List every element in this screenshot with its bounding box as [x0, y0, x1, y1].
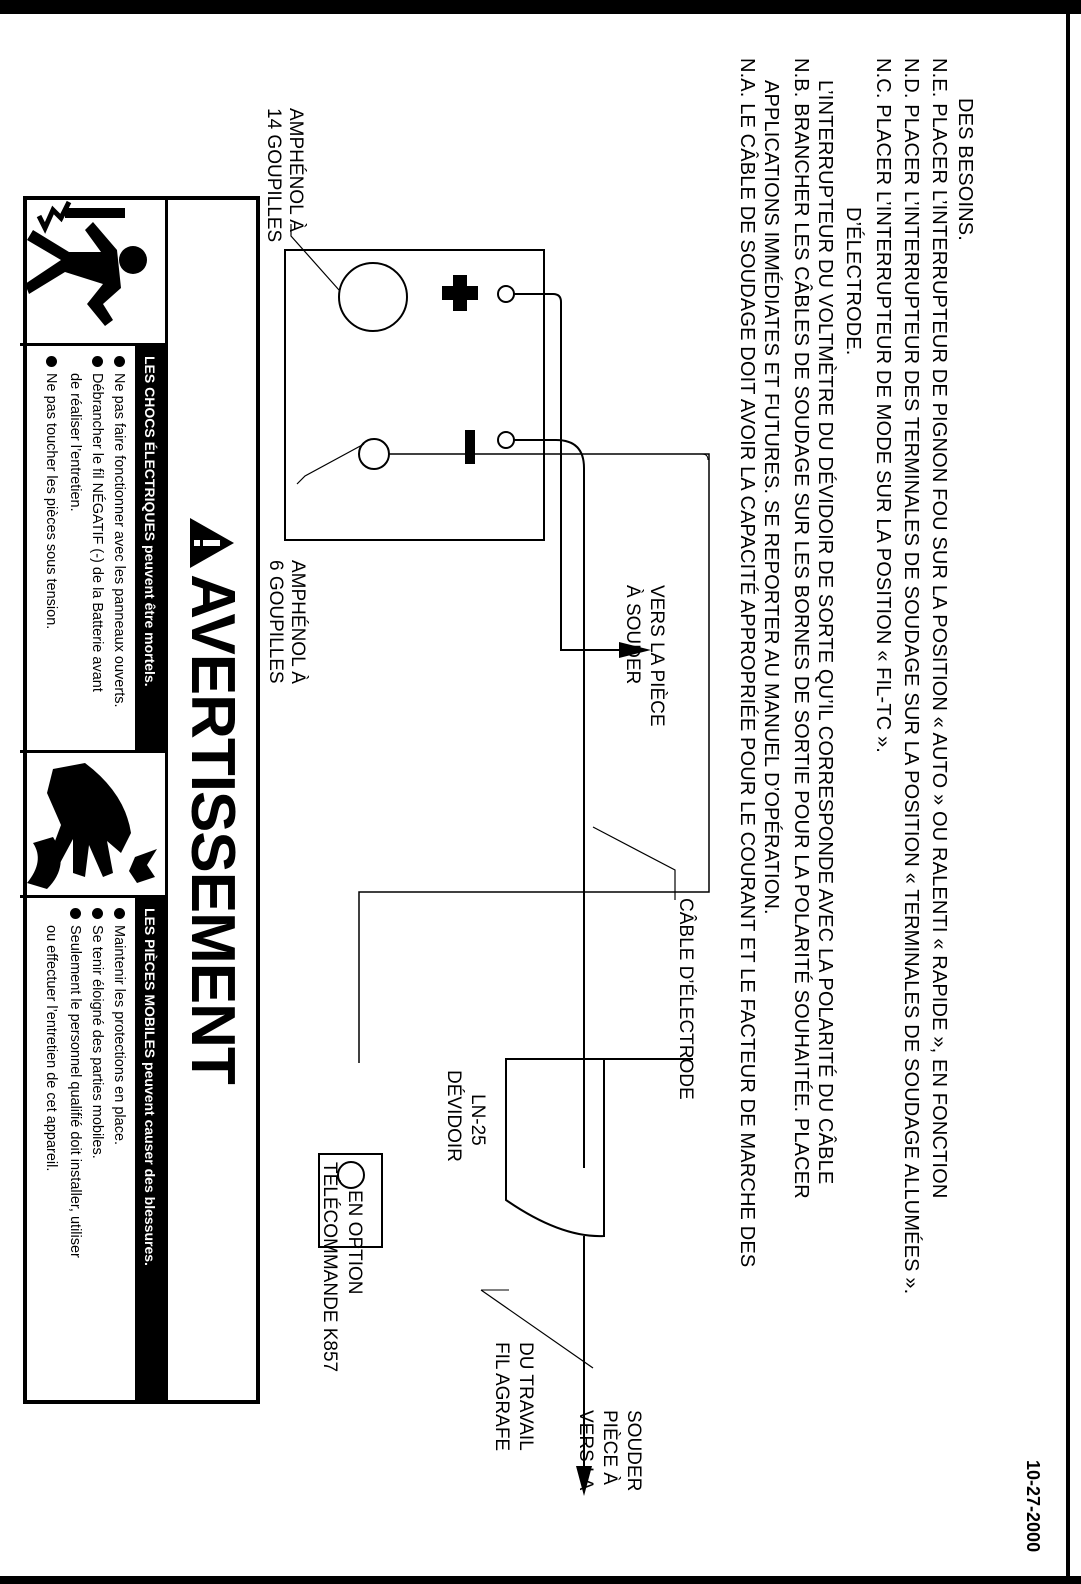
feeder-label-line2: LN-25 — [467, 1094, 488, 1146]
work-piece-2-label-line1: VERS LA — [575, 1410, 596, 1491]
bullet-item-continued: ou effectuer l’entretien de cet appareil. — [43, 925, 59, 1172]
bullet-item: Débrancher le fil NÉGATIF (-) de la Batterie avant — [87, 356, 107, 692]
moving-parts-heading: LES PIÈCES MOBILES peuvent causer des blessures. — [135, 898, 165, 1400]
electrode-cable-label: CÂBLE D’ÉLECTRODE — [675, 898, 696, 1100]
bullet-item-continued: de réaliser l’entretien. — [67, 373, 83, 512]
work-piece-2-label-line3: SOUDER — [623, 1410, 644, 1492]
note-c: N.C. PLACER L’INTERRUPTEUR DE MODE SUR LA POSITION « FIL-TC ». — [872, 58, 894, 753]
feeder-label-line1: DÉVIDOIR — [443, 1070, 464, 1162]
note-a-line2: APPLICATIONS IMMÉDIATES ET FUTURES. SE REPORTER AU MANUEL D’OPÉRATION. — [760, 80, 782, 915]
note-b-line1: N.B. BRANCHER LES CÂBLES DE SOUDAGE SUR LES BORNES DE SORTIE POUR LA POLARITÉ SOUHAITÉE. PLACER — [790, 58, 812, 1199]
amphenol-6-label-line2: 6 GOUPILLES — [265, 560, 286, 684]
work-piece-2-label-line2: PIÈCE À — [599, 1410, 620, 1485]
bullet-item: Se tenir éloigné des parties mobiles. — [87, 908, 107, 1159]
note-b-line2: L’INTERRUPTEUR DU VOLTMÈTRE DU DÉVIDOIR DE SORTE QU’IL CORRESPONDE AVEC LA POLARITÉ DU CÂBLE — [814, 80, 836, 1185]
remote-label-line1: TÉLÉCOMMANDE K857 — [319, 1162, 340, 1373]
amphenol-6-label-line1: AMPHÉNOL À — [287, 560, 308, 684]
note-e-line2: DES BESOINS. — [954, 98, 976, 241]
warning-title-text: AVERTISSEMENT — [178, 574, 247, 1084]
note-d: N.D. PLACER L’INTERRUPTEUR DES TERMINALES DE SOUDAGE SUR LA POSITION « TERMINALES DE SOUDAGE ALLUMÉES ». — [900, 58, 922, 1295]
note-b-line3: D’ÉLECTRODE. — [842, 207, 864, 356]
remote-label-line2: EN OPTION — [344, 1190, 365, 1295]
amphenol-14-label-line2: 14 GOUPILLES — [263, 108, 284, 243]
clamp-label-line2: DU TRAVAIL — [515, 1342, 536, 1451]
work-piece-label-line2: À SOUDER — [622, 585, 643, 685]
amphenol-14-label-line1: AMPHÉNOL À — [285, 108, 306, 232]
bullet-item: Seulement le personnel qualifié doit installer, utiliser — [65, 908, 85, 1258]
bullet-item: Maintenir les protections en place. — [109, 908, 129, 1145]
document-date: 10-27-2000 — [1023, 1460, 1043, 1553]
electric-shock-heading: LES CHOCS ÉLECTRIQUES peuvent être mortels. — [135, 346, 165, 750]
work-piece-label-line1: VERS LA PIÈCE — [646, 585, 667, 727]
bullet-item: Ne pas toucher les pièces sous tension. — [41, 356, 61, 629]
clamp-label-line1: FIL AGRAFE — [491, 1342, 512, 1452]
bullet-item: Ne pas faire fonctionner avec les panneaux ouverts. — [109, 356, 129, 708]
note-e-line1: N.E. PLACER L’INTERRUPTEUR DE PIGNON FOU SUR LA POSITION « AUTO » OU RALENTI « RAPIDE », EN FONCTION — [928, 58, 950, 1199]
note-a-line1: N.A. LE CÂBLE DE SOUDAGE DOIT AVOIR LA CAPACITÉ APPROPRIÉE POUR LE COURANT ET LE FACTEUR DE MARCHE DES — [736, 58, 758, 1268]
